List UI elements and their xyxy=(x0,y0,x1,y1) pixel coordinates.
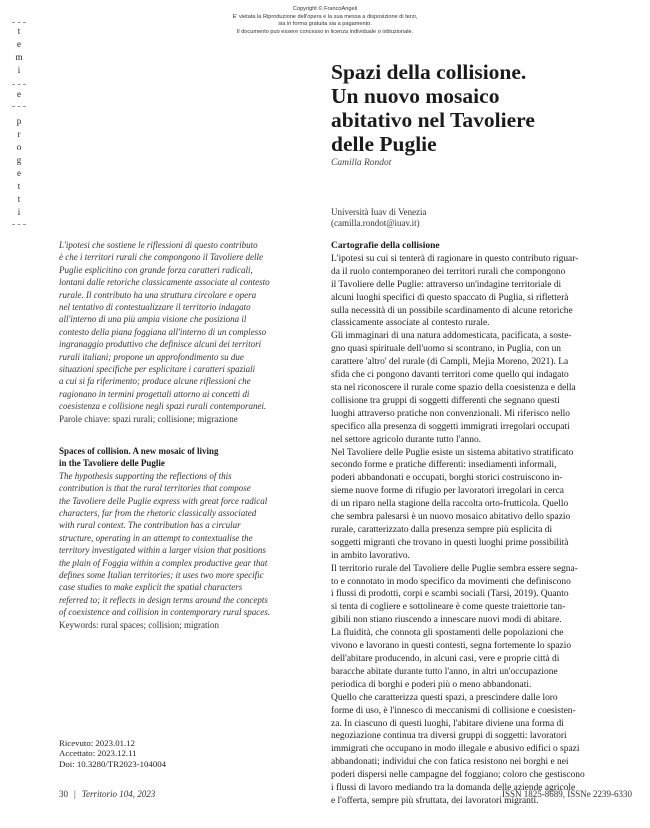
body-line: abbandonati; individui che con fatica resistono nei borghi e nei xyxy=(331,757,569,768)
body-line: baracche abitate durante tutto l'anno, in altri un'occupazione xyxy=(331,666,558,677)
body-line: si tenta di cogliere e sottolineare è come queste traiettorie tan- xyxy=(331,602,566,613)
journal-issue: Territorio 104, 2023 xyxy=(81,789,156,799)
abstract-line: L'ipotesi che sostiene le riflessioni di questo contributo xyxy=(59,240,258,250)
sidebar-letter: t xyxy=(17,26,21,36)
body-line: sulla necessità di un possibile scardinamento di alcune retoriche xyxy=(331,305,573,316)
abstract-line: all'interno di una più ampia visione che posiziona il xyxy=(59,314,247,325)
title-line: Un nuovo mosaico xyxy=(331,84,500,108)
abstract-line: rurale. Il contributo ha una struttura circolare e opera xyxy=(59,289,257,300)
copyright-line: Copyright © FrancoAngeli xyxy=(292,6,358,12)
body-line: poderi abbandonati e occupati, borghi storici costruiscono in- xyxy=(331,473,563,484)
body-line: Gli immaginari di una natura addomesticata, pacificata, a soste- xyxy=(331,331,572,342)
abstract-line: Puglie esplicitino con grande forza caratteri radicali, xyxy=(59,264,253,275)
sidebar-letter: e xyxy=(17,168,21,178)
sidebar-letter: e xyxy=(17,39,21,49)
body-line: gibili non stiano riuscendo a innescare nuovi modi di abitare. xyxy=(331,615,562,626)
sidebar-letter: t xyxy=(17,194,21,204)
keywords-italian: Parole chiave: spazi rurali; collisione; migrazione xyxy=(59,413,238,424)
footer-left xyxy=(59,789,155,799)
sidebar-letter: t xyxy=(17,181,21,191)
doi: Doi: 10.3280/TR2023-104004 xyxy=(59,758,167,769)
abstract-line: lontani dalle retoriche classicamente associate al contesto xyxy=(59,277,270,288)
title-line: abitativo nel Tavoliere xyxy=(331,108,535,132)
body-line: Quello che caratterizza questi spazi, a prescindere dalle loro xyxy=(331,692,558,703)
body-line: to e connotato in modo specifico da movimenti che definiscono xyxy=(331,576,571,587)
title-line: delle Puglie xyxy=(331,132,437,156)
sidebar-divider xyxy=(12,106,26,107)
abstract-line: contesto della piana foggiana all'interno di un complesso xyxy=(59,326,267,337)
section-sidebar xyxy=(12,22,26,240)
body-line: La fluidità, che connota gli spostamenti delle popolazioni che xyxy=(331,628,564,639)
abstract-heading: in the Tavoliere delle Puglie xyxy=(59,458,165,469)
body-line: dell'abitare producendo, in alcuni casi, vere e proprie città di xyxy=(331,654,560,664)
body-line: di un riparo nella stagione della raccolta orto-frutticola. Quello xyxy=(331,499,569,510)
body-line: za. In ciascuno di questi luoghi, l'abitare diviene una forma di xyxy=(331,718,564,729)
abstract-line: the plain of Foggia within a complex productive gear that xyxy=(59,557,268,568)
body-line: rurale, caratterizzato dalla presenza sempre più esplicita di xyxy=(331,524,553,535)
abstract-line: The hypothesis supporting the reflections of this xyxy=(59,470,232,481)
sidebar-letter: e xyxy=(17,89,21,99)
author-affiliation xyxy=(331,207,427,229)
copyright-notice xyxy=(0,6,650,36)
copyright-line: Il documento può essere concesso in licenza individuale o istituzionale. xyxy=(236,28,414,35)
abstract-italian xyxy=(59,239,304,425)
body-line: i flussi di prodotti, corpi e scambi sociali (Tarsi, 2019). Quanto xyxy=(331,589,569,600)
body-line: soggetti migranti che trovano in questi luoghi prime possibilità xyxy=(331,537,569,548)
affiliation-email: (camilla.rondot@iuav.it) xyxy=(331,218,420,228)
body-line: negoziazione continua tra diversi gruppi di soggetti: lavoratori xyxy=(331,731,567,742)
body-line: vivono e lavorano in questi contesti, segna fortemente lo spazio xyxy=(331,641,572,652)
body-line: specifico alla presenza di soggetti immigrati irregolari occupati xyxy=(331,421,570,432)
abstract-line: coesistenza e collisione negli spazi rurali contemporanei. xyxy=(59,401,267,412)
title-line: Spazi della collisione. xyxy=(331,60,527,84)
body-line: poderi dispersi nelle campagne del foggiano; coloro che gestiscono xyxy=(331,770,585,781)
accepted-date: Accettato: 2023.12.11 xyxy=(59,748,137,759)
article-author: Camilla Rondot xyxy=(331,158,392,168)
affiliation-line: Università Iuav di Venezia xyxy=(331,207,427,217)
sidebar-letter: o xyxy=(16,142,22,152)
body-paragraphs xyxy=(331,253,643,808)
body-line: Nel Tavoliere delle Puglie esiste un sistema abitativo stratificato xyxy=(331,447,574,458)
body-line: da il ruolo contemporaneo dei territori rurali che compongono xyxy=(331,266,566,277)
abstract-line: of coexistence and collision in contemporary rural spaces. xyxy=(59,607,270,618)
abstract-line: structure, operating in an attempt to contextualise the xyxy=(59,532,253,543)
section-heading: Cartografie della collisione xyxy=(331,241,440,251)
abstract-line: case studies to make explicit the spatial characters xyxy=(59,582,243,593)
sidebar-letter: i xyxy=(17,207,21,217)
abstract-line: referred to; it reflects in design terms around the concepts xyxy=(59,594,268,605)
body-line: il Tavoliere delle Puglie: attraverso un'indagine territoriale di xyxy=(331,279,562,290)
sidebar-divider xyxy=(12,84,26,85)
abstract-line: defines some Italian territories; it uses two more specific xyxy=(59,570,264,581)
body-line: sta nel riconoscere il rurale come spazio della coesistenza e della xyxy=(331,382,576,393)
keywords-english: Keywords: rural spaces; collision; migration xyxy=(59,619,219,630)
body-line: L'ipotesi su cui si tenterà di ragionare in questo contributo riguar- xyxy=(331,253,579,264)
abstract-line: the Tavoliere delle Puglie express with great force radical xyxy=(59,495,268,506)
body-line: sieme nuove forme di rifugio per lavoratori irregolari in cerca xyxy=(331,486,564,497)
abstract-line: characters, far from the rhetoric classically associated xyxy=(59,508,257,519)
body-line: Il territorio rurale del Tavoliere delle Puglie sembra essere segna- xyxy=(331,563,578,574)
body-line: carattere 'altro' del rurale (di Campli, Mejia Moreno, 2021). La xyxy=(331,357,569,368)
abstract-line: rurali italiani; propone un approfondimento su due xyxy=(59,351,244,362)
abstract-line: a cui si fa riferimento; produce alcune riflessioni che xyxy=(59,376,251,387)
abstract-line: nel tentativo di contestualizzare il territorio indagato xyxy=(59,302,251,313)
body-line: alcuni luoghi specifici di questo spaccato di Puglia, si rifletterà xyxy=(331,292,569,303)
body-line: periodica di borghi e poderi più o meno abbandonati. xyxy=(331,679,532,690)
copyright-line: sia in forma gratuita sia a pagamento. xyxy=(278,21,372,28)
body-line: che sembra palesarsi è un nuovo mosaico abitativo dello spazio xyxy=(331,512,571,523)
body-line: secondo forme e pratiche differenti: insediamenti informali, xyxy=(331,460,557,471)
abstract-line: ragionano in termini progettali attorno ai concetti di xyxy=(59,388,250,399)
abstract-line: with rural context. The contribution has a circular xyxy=(59,520,241,531)
body-line: immigrati che occupano in modo illegale e abusivo edifici o spazi xyxy=(331,744,580,755)
body-line: collisione tra gruppi di soggetti differenti che segnano questi xyxy=(331,395,560,406)
abstract-line: è che i territori rurali che compongono il Tavoliere delle xyxy=(59,252,264,263)
article-dates xyxy=(59,738,166,769)
body-line: sfida che ci pongono davanti territori come quello qui indagato xyxy=(331,370,569,381)
abstract-line: ingranaggio produttivo che definisce alcuni dei territori xyxy=(59,339,262,350)
abstract-heading: Spaces of collision. A new mosaic of living xyxy=(59,446,219,456)
abstract-english xyxy=(59,445,304,631)
body-line: luoghi attraverso pratiche non convenzionali. Mi riferisco nello xyxy=(331,408,571,419)
sidebar-letter: r xyxy=(17,129,21,139)
sidebar-letter: m xyxy=(15,52,23,62)
sidebar-letter: i xyxy=(17,65,21,75)
body-line: gno quasi spirituale dell'uomo si scontrano, in Puglia, con un xyxy=(331,344,562,355)
body-line: classicamente associate al contesto rurale. xyxy=(331,318,490,329)
sidebar-letter: p xyxy=(16,116,22,126)
sidebar-divider xyxy=(12,22,26,23)
body-line: nel settore agricolo durante tutto l'anno. xyxy=(331,434,482,445)
copyright-line: E' vietata la Riproduzione dell'opera e la sua messa a disposizione di terzi, xyxy=(232,13,418,20)
page-number: 30 xyxy=(59,789,68,799)
received-date: Ricevuto: 2023.01.12 xyxy=(59,738,135,748)
abstract-line: contribution is that the rural territories that compose xyxy=(59,483,251,494)
abstract-line: territory investigated within a larger vision that positions xyxy=(59,545,266,556)
footer-separator: | xyxy=(74,789,76,799)
abstract-line: situazioni specifiche per esplicitare i caratteri spaziali xyxy=(59,364,256,375)
body-text xyxy=(331,240,643,808)
body-line: in ambito lavorativo. xyxy=(331,550,410,561)
article-title xyxy=(331,60,641,156)
body-line: forme di uso, è l'innesco di meccanismi di collisione e coesisten- xyxy=(331,705,576,716)
body-line: e l'offerta, sempre più sfruttata, dei lavoratori migranti. xyxy=(331,795,539,806)
sidebar-letter: g xyxy=(16,155,22,165)
body-line: i flussi di lavoro mediando tra la domanda delle aziende agricole xyxy=(331,783,576,794)
sidebar-divider xyxy=(12,224,26,225)
issn: ISSN 1825-8689, ISSNe 2239-6330 xyxy=(501,789,632,799)
